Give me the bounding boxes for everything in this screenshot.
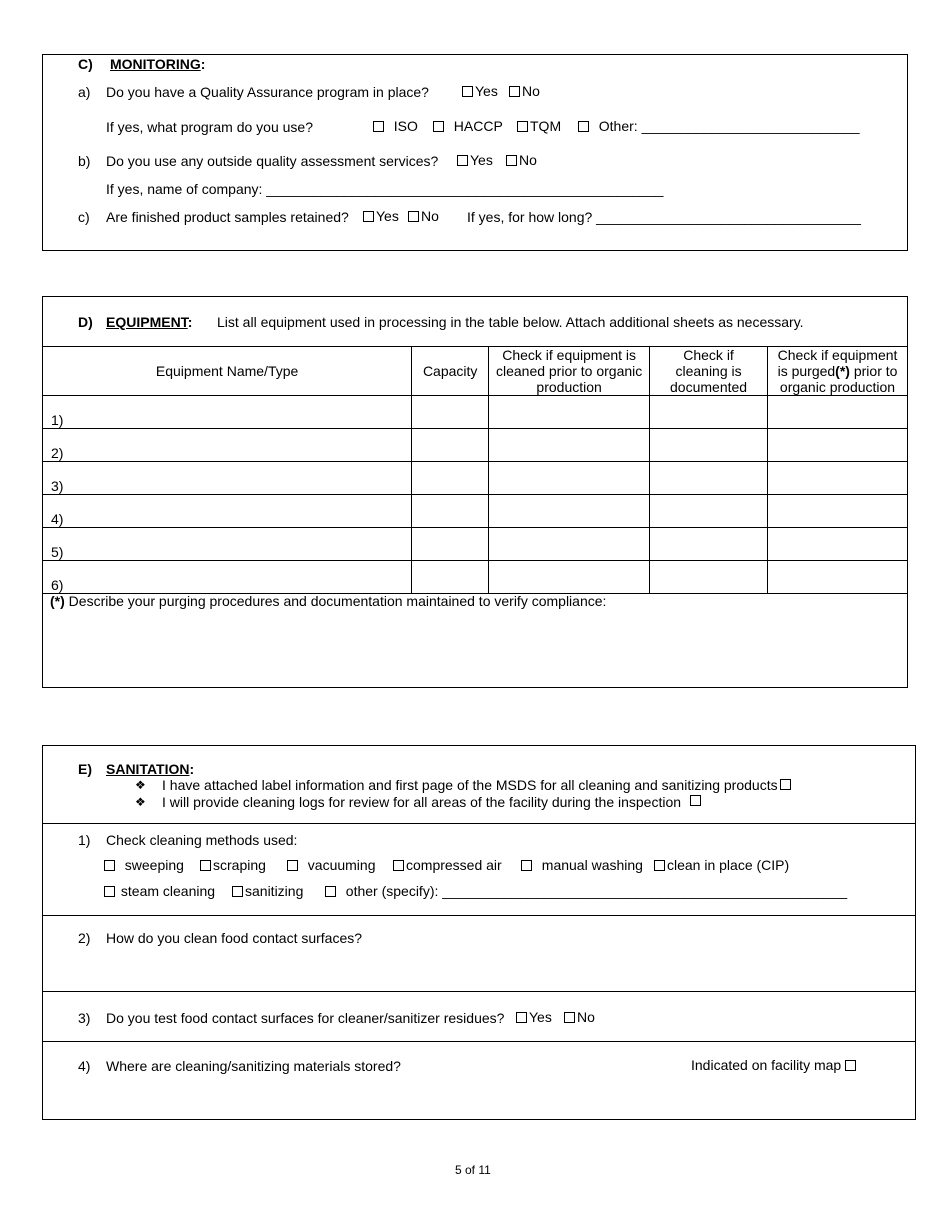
vacuuming-checkbox[interactable]: [287, 860, 298, 871]
documented-cell[interactable]: [650, 561, 768, 594]
steam-checkbox[interactable]: [104, 886, 115, 897]
cleaned-cell[interactable]: [489, 429, 650, 462]
header-capacity: Capacity: [412, 347, 489, 396]
documented-cell[interactable]: [650, 462, 768, 495]
cleaned-cell[interactable]: [489, 528, 650, 561]
purged-cell[interactable]: [768, 561, 908, 594]
equipment-heading: EQUIPMENT:: [106, 314, 193, 330]
samples-yes-option: Yes: [363, 208, 399, 224]
q3-yes-option: Yes: [516, 1009, 552, 1025]
scraping-option: scraping: [200, 857, 266, 873]
bullet-diamond-icon: ❖: [135, 778, 146, 792]
vacuuming-option: vacuuming: [287, 857, 375, 873]
cip-checkbox[interactable]: [654, 860, 665, 871]
sanitizing-option: sanitizing: [232, 883, 303, 899]
q2-question: How do you clean food contact surfaces?: [106, 930, 363, 946]
cleaned-cell[interactable]: [489, 495, 650, 528]
header-documented: Check if cleaning is documented: [650, 347, 768, 396]
equipment-instructions: List all equipment used in processing in the table below. Attach additional sheets as necessary.: [217, 314, 804, 330]
tqm-option: TQM: [517, 118, 561, 134]
other-method-option: [325, 883, 847, 899]
q3-label: 3): [78, 1010, 91, 1026]
outside-yes-option: Yes: [457, 152, 493, 168]
q3-no-checkbox[interactable]: [564, 1012, 575, 1023]
table-row: [43, 429, 908, 462]
sanitation-divider-2: [42, 915, 916, 916]
q3-no-option: No: [564, 1009, 595, 1025]
q3-question: Do you test food contact surfaces for cleaner/sanitizer residues?: [106, 1010, 505, 1026]
documented-cell[interactable]: [650, 528, 768, 561]
sanitation-title: SANITATION: [106, 761, 190, 777]
cleaned-cell[interactable]: [489, 396, 650, 429]
capacity-cell[interactable]: [412, 396, 489, 429]
compressed-air-checkbox[interactable]: [393, 860, 404, 871]
purged-cell[interactable]: [768, 528, 908, 561]
sweeping-option: sweeping: [104, 857, 184, 873]
logs-checkbox-wrap: [690, 792, 703, 808]
manual-washing-checkbox[interactable]: [521, 860, 532, 871]
cleaned-cell[interactable]: [489, 561, 650, 594]
q4-question: Where are cleaning/sanitizing materials stored?: [106, 1058, 401, 1074]
equipment-table-header: [43, 347, 908, 396]
manual-washing-option: manual washing: [521, 857, 643, 873]
row-label[interactable]: 4): [43, 495, 412, 528]
logs-checkbox[interactable]: [690, 795, 701, 806]
iso-checkbox[interactable]: [373, 121, 384, 132]
sanitation-letter: E): [78, 761, 92, 777]
table-row: [43, 495, 908, 528]
purged-cell[interactable]: [768, 396, 908, 429]
documented-cell[interactable]: [650, 429, 768, 462]
purged-cell[interactable]: [768, 495, 908, 528]
qa-no-option: No: [509, 83, 540, 99]
row-label[interactable]: 3): [43, 462, 412, 495]
methods-label: 1): [78, 832, 91, 848]
other-method-field[interactable]: other (specify): ____________________________________________________: [345, 883, 848, 899]
outside-no-option: No: [506, 152, 537, 168]
samples-label: c): [78, 209, 90, 225]
table-row: [43, 396, 908, 429]
capacity-cell[interactable]: [412, 528, 489, 561]
purged-cell[interactable]: [768, 462, 908, 495]
outside-question: Do you use any outside quality assessment services?: [106, 153, 439, 169]
page-number: 5 of 11: [455, 1163, 491, 1177]
equipment-letter: D): [78, 314, 93, 330]
compressed-air-option: compressed air: [393, 857, 502, 873]
header-equipment-name: Equipment Name/Type: [43, 347, 412, 396]
row-label[interactable]: 2): [43, 429, 412, 462]
sanitizing-checkbox[interactable]: [232, 886, 243, 897]
facility-map-checkbox[interactable]: [845, 1060, 856, 1071]
monitoring-letter: C): [78, 56, 93, 72]
other-program-checkbox[interactable]: [578, 121, 589, 132]
bullet-diamond-icon: ❖: [135, 795, 146, 809]
samples-question: Are finished product samples retained?: [106, 209, 349, 225]
q4-label: 4): [78, 1058, 91, 1074]
other-method-checkbox[interactable]: [325, 886, 336, 897]
outside-label: b): [78, 153, 91, 169]
sweeping-checkbox[interactable]: [104, 860, 115, 871]
row-label[interactable]: 6): [43, 561, 412, 594]
haccp-option: HACCP: [433, 118, 503, 134]
methods-question: Check cleaning methods used:: [106, 832, 298, 848]
sanitation-divider-3: [42, 991, 916, 992]
header-purged: Check if equipment is purged(*) prior to organic production: [768, 347, 908, 396]
documented-cell[interactable]: [650, 396, 768, 429]
header-cleaned: Check if equipment is cleaned prior to organic production: [489, 347, 650, 396]
other-program-field[interactable]: Other: ____________________________: [598, 118, 860, 134]
qa-no-checkbox[interactable]: [509, 86, 520, 97]
qa-question: Do you have a Quality Assurance program in place?: [106, 84, 429, 100]
sanitation-divider-1: [42, 823, 916, 824]
scraping-checkbox[interactable]: [200, 860, 211, 871]
iso-option: ISO: [373, 118, 418, 134]
other-program-option: [578, 118, 860, 134]
haccp-checkbox[interactable]: [433, 121, 444, 132]
company-name-field[interactable]: If yes, name of company: ___________________________________________________: [106, 181, 664, 197]
facility-map-option: Indicated on facility map: [691, 1057, 858, 1073]
monitoring-title: MONITORING: [110, 56, 201, 72]
outside-no-checkbox[interactable]: [506, 155, 517, 166]
qa-yes-checkbox[interactable]: [462, 86, 473, 97]
cleaned-cell[interactable]: [489, 462, 650, 495]
monitoring-heading: MONITORING:: [110, 56, 206, 72]
q3-yes-checkbox[interactable]: [516, 1012, 527, 1023]
sanitation-heading: SANITATION:: [106, 761, 195, 777]
equipment-title: EQUIPMENT: [106, 314, 188, 330]
sanitation-divider-4: [42, 1041, 916, 1042]
program-question: If yes, what program do you use?: [106, 119, 313, 135]
capacity-cell[interactable]: [412, 462, 489, 495]
row-label[interactable]: 1): [43, 396, 412, 429]
samples-yes-checkbox[interactable]: [363, 211, 374, 222]
msds-statement: I have attached label information and first page of the MSDS for all cleaning and sanitizing products: [162, 777, 778, 793]
table-row: [43, 528, 908, 561]
samples-no-option: No: [408, 208, 439, 224]
table-row: [43, 462, 908, 495]
q2-label: 2): [78, 930, 91, 946]
equipment-table: [42, 346, 908, 594]
table-row: [43, 561, 908, 594]
documented-cell[interactable]: [650, 495, 768, 528]
outside-yes-checkbox[interactable]: [457, 155, 468, 166]
tqm-checkbox[interactable]: [517, 121, 528, 132]
cip-option: clean in place (CIP): [654, 857, 789, 873]
logs-statement: I will provide cleaning logs for review for all areas of the facility during the inspection: [162, 794, 682, 810]
steam-option: steam cleaning: [104, 883, 215, 899]
capacity-cell[interactable]: [412, 429, 489, 462]
capacity-cell[interactable]: [412, 561, 489, 594]
purging-note[interactable]: (*) Describe your purging procedures and documentation maintained to verify compliance:: [50, 593, 607, 609]
msds-checkbox-wrap: [780, 776, 793, 792]
msds-checkbox[interactable]: [780, 779, 791, 790]
qa-yes-option: Yes: [462, 83, 498, 99]
samples-duration-field[interactable]: If yes, for how long? __________________________________: [467, 209, 861, 225]
purged-cell[interactable]: [768, 429, 908, 462]
row-label[interactable]: 5): [43, 528, 412, 561]
capacity-cell[interactable]: [412, 495, 489, 528]
qa-label: a): [78, 84, 91, 100]
samples-no-checkbox[interactable]: [408, 211, 419, 222]
